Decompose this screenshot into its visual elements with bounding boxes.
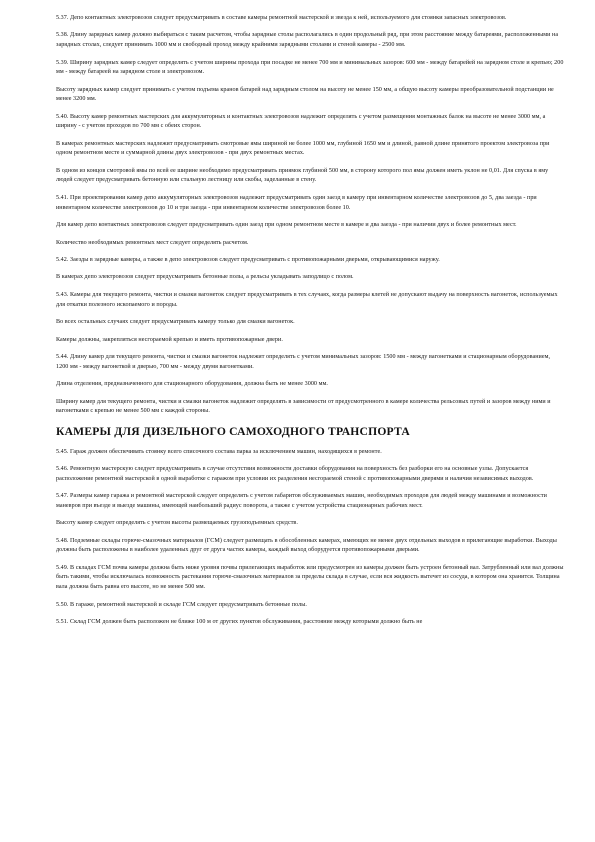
- paragraph-repair-places-count: Количество необходимых ремонтных мест следует определять расчетом.: [56, 239, 249, 246]
- paragraph-5-48: 5.48. Подземные склады горюче-смазочных материалов (ГСМ) следует размещать в обособленных камерах, имеющих не менее двух отдельных выходов в прилегающие выработки. Выходы должны быть расположены в наиболее удаленных друг от друга частях камеры, каждый выход оборудуется противопожарными дверьми.: [56, 537, 557, 554]
- paragraph-5-42: 5.42. Заезды в зарядные камеры, а также в депо электровозов следует предусматривать с противопожарными дверьми, открывающимися наружу.: [56, 257, 440, 263]
- paragraph-depot-floors: В камерах депо электровозов следует предусматривать бетонные полы, а рельсы укладывать заподлицо с полом.: [56, 274, 354, 281]
- paragraph-5-38: 5.38. Длину зарядных камер должно выбираться с таким расчетом, чтобы зарядные столы располагались в один продольный ряд, при этом расстояние между батареями, расположенными на зарядных столах, следует принимать 1000 мм и свободный проход между крайними зарядными столами и стеной камеры - 2500 мм.: [56, 32, 559, 49]
- paragraph-5-49: 5.49. В складах ГСМ почва камеры должна быть ниже уровня почвы прилегающих выработок или предусмотрен из камеры должен быть устроен бетонный вал. Затрубленный или вал должны быть такими, чтобы исключалась возможность растекания горюче-смазочных материалов за пределы склада в случае, если вся жидкость вытечет из сосуда, в котором она хранится. Толщина вала должна быть равна его высоте, но не менее 500 мм.: [56, 564, 564, 591]
- paragraph-5-39: 5.39. Ширину зарядных камер следует определять с учетом ширины прохода при посадке не менее 700 мм и минимальных зазоров: 600 мм - между батарейей на зарядном столе и крепью; 200 мм - между батареей на зарядном столе и электровозом.: [56, 59, 564, 76]
- document-page: [56, 14, 564, 636]
- section-heading: КАМЕРЫ ДЛЯ ДИЗЕЛЬНОГО САМОХОДНОГО ТРАНСПОРТА: [56, 424, 410, 438]
- paragraph-chamber-height: Высоту камер следует определять с учетом высоты размещаемых грузоподъемных средств.: [56, 520, 298, 527]
- paragraph-5-37: 5.37. Депо контактных электровозов следует предусматривать в составе камеры ремонтной мастерской и звезда к ней, используемого для стоянки запасных электровозов.: [56, 15, 507, 21]
- paragraph-5-50: 5.50. В гараже, ремонтной мастерской и складе ГСМ следует предусматривать бетонные полы.: [56, 601, 307, 608]
- paragraph-5-51: 5.51. Склад ГСМ должен быть расположен не ближе 100 м от других пунктов обслуживания, расстояние между которыми должно быть не: [56, 619, 423, 626]
- paragraph-5-45: 5.45. Гараж должен обеспечивать стоянку всего списочного состава парка за исключением машин, находящихся в ремонте.: [56, 448, 382, 455]
- paragraph-5-40: 5.40. Высоту камер ремонтных мастерских для аккумуляторных и контактных электровозов надлежит определять с учетом размещения монтажных балок на высоте не менее 3000 мм, а ширину - с учетом проходов по 700 мм с обеих сторон.: [56, 113, 546, 130]
- paragraph-inspection-pits: В камерах ремонтных мастерских надлежит предусматривать смотровые ямы шириной не более 1000 мм, глубиной 1650 мм и длиной, равной длине принятого проектом электровоза при одном ремонтном месте и суммарной длины двух электровозов - при двух ремонтных местах.: [56, 140, 550, 157]
- paragraph-5-43: 5.43. Камеры для текущего ремонта, чистки и смазки вагонеток следует предусматривать в тех случаях, когда размеры клетей не допускают выдачу на поверхность вагонеток, используемых для откатки полезного ископаемого и породы.: [56, 291, 558, 308]
- paragraph-5-41: 5.41. При проектировании камер депо аккумуляторных электровозов надлежит предусматривать один заезд в камеру при инвентарном количестве электровозов до 5, два заезда - при инвентарном количестве электровозов до 10 и три заезда - при инвентарном количестве электровозов более 10.: [56, 194, 537, 211]
- paragraph-contact-depot-entries: Для камер депо контактных электровозов следует предусматривать один заезд при одном ремонтном месте в камере и два заезда - при наличии двух и более ремонтных мест.: [56, 222, 517, 229]
- paragraph-5-46: 5.46. Ремонтную мастерскую следует предусматривать в случае отсутствия возможности доставки оборудования на поверхность без разборки его на основные узлы. Допускается расположение ремонтной мастерской в одной выработке с гаражом при условии их разделения несгораемой стеной с противопожарными дверями и наличия независимых выходов.: [56, 466, 534, 482]
- paragraph-5-47: 5.47. Размеры камер гаража и ремонтной мастерской следует определять с учетом габаритов обслуживаемых машин, необходимых проходов для людей между машинами и возможности маневров при въезде и выезде машины, имеющей наибольший радиус поворота, а также с учетом устройства стационарных рабочих мест.: [56, 493, 547, 509]
- paragraph-pit-sump: В одном из концов смотровой ямы по всей ее ширине необходимо предусматривать приямок глубиной 500 мм, в сторону которого пол ямы должен иметь уклон не 0,01. Для спуска в яму людей следует предусматривать бетонную или стальную лестницу или скобы, заделанные в стену.: [56, 167, 549, 184]
- paragraph-fireproof-doors: Камеры должны, закрепляться несгораемой крепью и иметь противопожарные двери.: [56, 336, 283, 343]
- paragraph-5-44: 5.44. Длину камер для текущего ремонта, чистки и смазки вагонеток надлежит определять с учетом минимальных зазоров: 1500 мм - между вагонетками и стационарным оборудованием, 1200 мм - между вагонеткой и дверью, 700 мм - между двумя вагонетками.: [56, 354, 551, 370]
- paragraph-charging-height: Высоту зарядных камер следует принимать с учетом подъема кранов батарей над зарядным столом на высоту не менее 150 мм, а общую высоту камеры преобразовательной подстанции не менее 3200 мм.: [56, 86, 554, 103]
- paragraph-equipment-section: Длина отделения, предназначенного для стационарного оборудования, должна быть не менее 3000 мм.: [56, 381, 328, 388]
- paragraph-repair-width: Ширину камер для текущего ремонта, чистки и смазки вагонеток надлежит определять в зависимости от предусмотренного в камере количества рельсовых путей и зазоров между ними и вагонетками с крепью не менее 500 мм с каждой стороны.: [56, 398, 551, 415]
- paragraph-lubrication-only: Во всех остальных случаях следует предусматривать камеру только для смазки вагонеток.: [56, 319, 295, 326]
